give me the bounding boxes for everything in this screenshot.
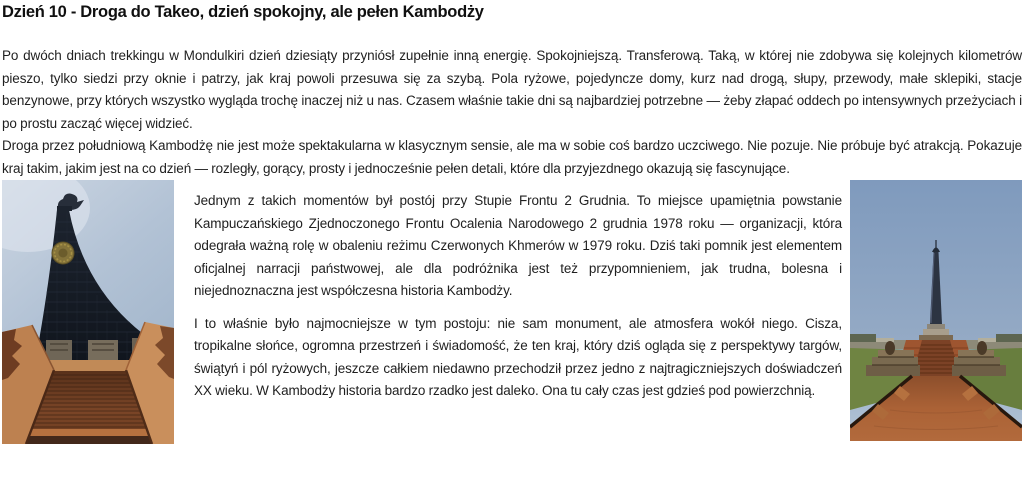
paragraph-intro: Po dwóch dniach trekkingu w Mondulkiri dzień dziesiąty przyniósł zupełnie inną energię. Spokojniejszą. Transferową. Taką, w której nie zdobywa się kolejnych kilometrów pieszo, tylko siedzi przy oknie i patrzy, jak kraj powoli przesuwa się za szybą. Pola ryżowe, pojedyncze domy, kurz nad drogą, słupy, przewody, małe sklepiki, stacje benzynowe, przy których wszystko wygląda trochę inaczej niż u nas. Czasem właśnie takie dni są najbardziej potrzebne — żeby złapać oddech po intensywnych przeżyciach i po prostu zacząć więcej widzieć.	[2, 48, 1022, 131]
content-row	[2, 180, 1022, 444]
terraced-base	[866, 340, 1006, 376]
gold-emblem	[52, 242, 74, 264]
middle-text-column	[174, 180, 850, 403]
post-title: Dzień 10 - Droga do Takeo, dzień spokojny, ale pełen Kambodży	[2, 3, 484, 21]
photo-stupa-monument	[2, 180, 174, 444]
stupa-photo-illustration	[2, 180, 174, 444]
photo-obelisk-monument	[850, 180, 1022, 441]
paragraph-road: Droga przez południową Kambodżę nie jest może spektakularna w klasycznym sensie, ale ma w sobie coś bardzo uczciwego. Nie pozuje. Nie próbuje być atrakcją. Pokazuje kraj takim, jakim jest na co dzień — rozległy, gorący, prosty i jednocześnie pełen detali, które dla przyjezdnego okazują się fascynujące.	[2, 138, 1022, 176]
obelisk-photo-illustration	[850, 180, 1022, 441]
paragraph-stupa-history: Jednym z takich momentów był postój przy Stupie Frontu 2 Grudnia. To miejsce upamiętnia powstanie Kampuczańskiego Zjednoczonego Frontu Ocalenia Narodowego 2 grudnia 1978 roku — organizacji, która odegrała ważną rolę w obaleniu reżimu Czerwonych Khmerów w 1979 roku. Dziś taki pomnik jest elementem oficjalnej narracji państwowej, ale dla podróżnika jest też przypomnieniem, jak trudna, bolesna i niejednoznaczna jest współczesna historia Kambodży.	[194, 193, 842, 298]
paragraph-reflection: I to właśnie było najmocniejsze w tym postoju: nie sam monument, ale atmosfera wokół niego. Cisza, tropikalne słońce, ogromna przestrzeń i świadomość, że ten kraj, który dziś ogląda się z perspektywy targów, świątyń i pól ryżowych, jeszcze całkiem niedawno przechodził przez jedno z najtragiczniejszych doświadczeń XX wieku. W Kambodży historia bardzo rzadko jest daleko. Ona tu cały czas jest gdzieś pod powierzchnią.	[194, 315, 842, 398]
